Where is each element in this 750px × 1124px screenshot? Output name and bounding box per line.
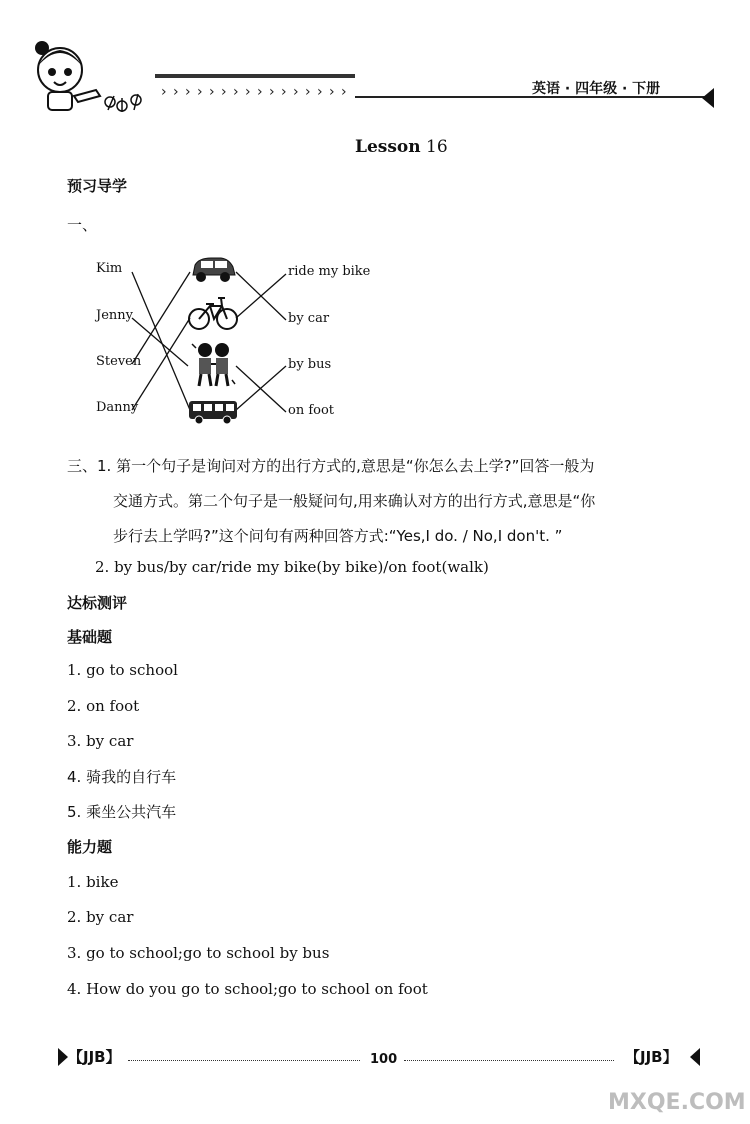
part-three-line-2: 交通方式。第二个句子是一般疑问句,用来确认对方的出行方式,意思是“你 xyxy=(113,492,596,510)
ability-heading: 能力题 xyxy=(67,838,113,856)
assessment-heading: 达标测评 xyxy=(67,594,128,612)
svg-text:›: › xyxy=(305,84,311,100)
header-end-triangle-icon xyxy=(702,88,714,108)
svg-text:›: › xyxy=(341,84,347,100)
ability-answer: 3. go to school;go to school by bus xyxy=(67,944,330,962)
mode-label: by car xyxy=(288,311,330,326)
basic-heading: 基础题 xyxy=(67,628,113,646)
lesson-title-word: Lesson xyxy=(355,137,421,157)
person-label: Steven xyxy=(96,354,142,369)
part-three-line-4: 2. by bus/by car/ride my bike(by bike)/on foot(walk) xyxy=(95,558,489,576)
mode-label: ride my bike xyxy=(288,264,371,279)
part-three-line-3: 步行去上学吗?”这个问句有两种回答方式:“Yes,I do. / No,I don't. ” xyxy=(113,527,563,545)
svg-text:›: › xyxy=(293,84,299,100)
basic-answer: 1. go to school xyxy=(67,661,178,679)
watermark: MXQE.COM xyxy=(608,1090,746,1115)
person-label: Kim xyxy=(96,261,123,276)
lesson-title xyxy=(355,137,448,157)
matching-exercise xyxy=(90,250,390,430)
svg-text:›: › xyxy=(161,84,167,100)
svg-text:›: › xyxy=(281,84,287,100)
footer-right-tag: 【JJB】 xyxy=(625,1048,678,1066)
person-label: Jenny xyxy=(96,308,133,323)
footer-left-triangle-icon xyxy=(58,1048,68,1066)
svg-text:›: › xyxy=(173,84,179,100)
ability-answer: 2. by car xyxy=(67,908,134,926)
basic-answer: 2. on foot xyxy=(67,697,140,715)
mascot-girl-icon xyxy=(18,36,158,116)
svg-text:›: › xyxy=(185,84,191,100)
svg-text:›: › xyxy=(257,84,263,100)
part-one-label: 一、 xyxy=(67,216,98,234)
ability-answer: 4. How do you go to school;go to school on foot xyxy=(67,980,428,998)
bicycle-icon xyxy=(188,292,238,332)
basic-answer: 5. 乘坐公共汽车 xyxy=(67,803,177,821)
header-arrow-band xyxy=(155,72,355,102)
svg-text:›: › xyxy=(317,84,323,100)
walking-children-icon xyxy=(190,340,236,390)
page-number: 100 xyxy=(370,1052,398,1067)
footer-right-triangle-icon xyxy=(690,1048,700,1066)
footer-dotted-rule-right xyxy=(404,1060,614,1061)
mode-label: on foot xyxy=(288,403,335,418)
preview-heading: 预习导学 xyxy=(67,177,128,195)
svg-text:›: › xyxy=(269,84,275,100)
svg-text:›: › xyxy=(197,84,203,100)
svg-text:›: › xyxy=(209,84,215,100)
footer-dotted-rule-left xyxy=(128,1060,360,1061)
person-label: Danny xyxy=(96,400,139,415)
ability-answer: 1. bike xyxy=(67,873,119,891)
lesson-title-number: 16 xyxy=(426,137,448,157)
svg-text:›: › xyxy=(245,84,251,100)
part-three-line-1: 三、1. 第一个句子是询问对方的出行方式的,意思是“你怎么去上学?”回答一般为 xyxy=(67,457,595,475)
footer-left-tag: 【JJB】 xyxy=(68,1048,121,1066)
subject-label: 英语 · 四年级 · 下册 xyxy=(532,81,661,97)
mode-label: by bus xyxy=(288,357,332,372)
basic-answer: 4. 骑我的自行车 xyxy=(67,768,177,786)
svg-text:›: › xyxy=(329,84,335,100)
svg-text:›: › xyxy=(221,84,227,100)
bus-icon xyxy=(188,399,238,425)
basic-answer: 3. by car xyxy=(67,732,134,750)
svg-text:›: › xyxy=(233,84,239,100)
matching-lines xyxy=(90,250,390,430)
car-icon xyxy=(189,255,237,285)
